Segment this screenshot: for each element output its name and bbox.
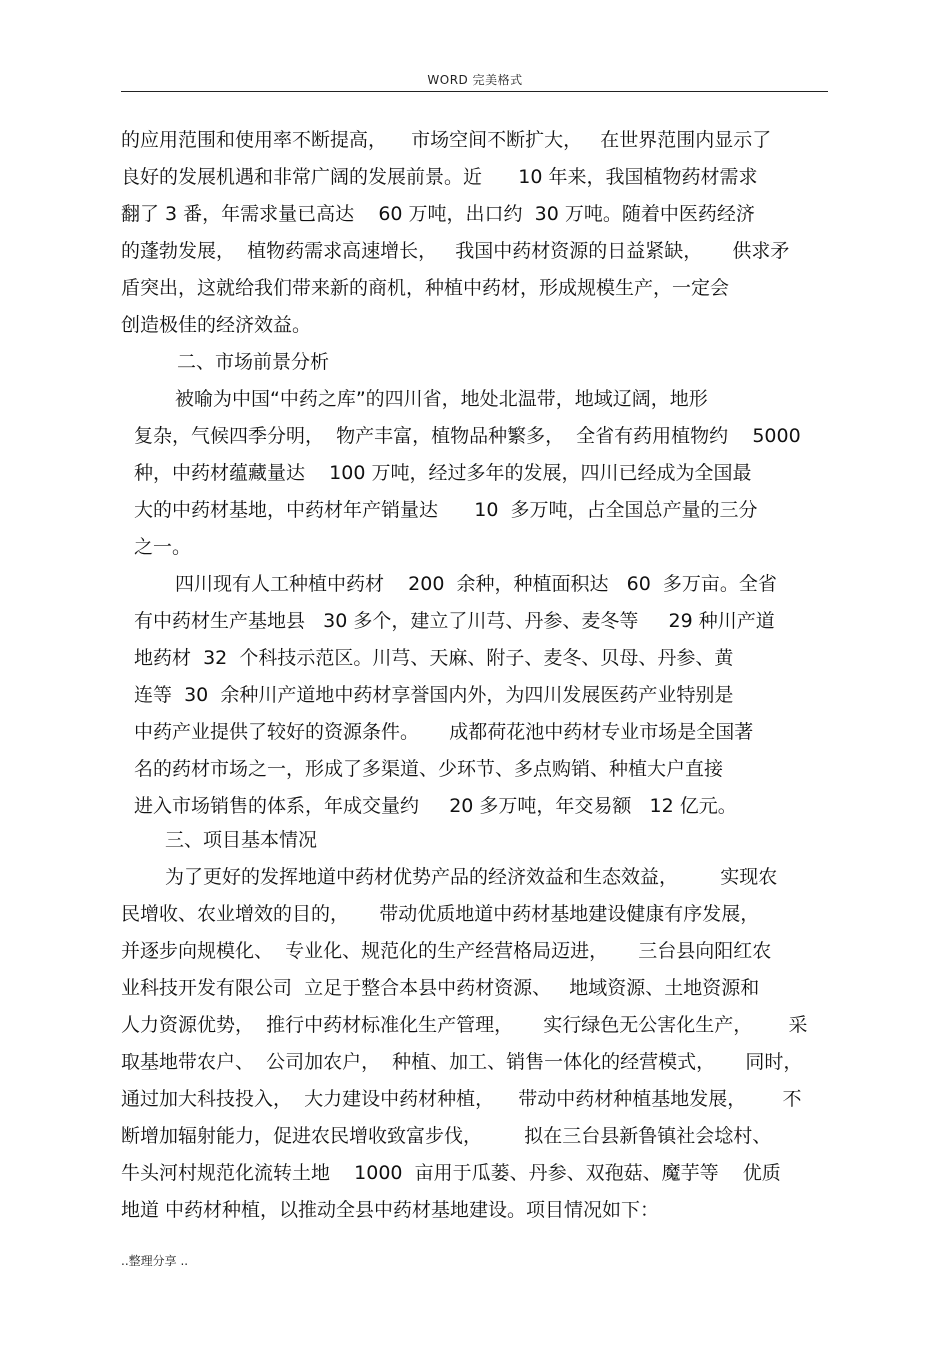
text-line: 为了更好的发挥地道中药材优势产品的经济效益和生态效益， 实现农 <box>165 866 778 888</box>
text-line: 中药产业提供了较好的资源条件。 成都荷花池中药材专业市场是全国著 <box>134 721 754 743</box>
text-line: 牛头河村规范化流转土地 1000 亩用于瓜蒌、丹参、双孢菇、魔芋等 优质 <box>121 1162 781 1184</box>
text-line: 取基地带农户、 公司加农户， 种植、加工、销售一体化的经营模式， 同时， <box>121 1051 803 1073</box>
text-line: 翻了 3 番，年需求量已高达 60 万吨，出口约 30 万吨。随着中医药经济 <box>121 203 755 225</box>
text-line: 地药材 32 个科技示范区。川芎、天麻、附子、麦冬、贝母、丹参、黄 <box>134 647 734 669</box>
text-line: 通过加大科技投入， 大力建设中药材种植， 带动中药材种植基地发展， 不 <box>121 1088 802 1110</box>
text-line: 复杂，气候四季分明， 物产丰富，植物品种繁多， 全省有药用植物约 5000 <box>134 425 801 447</box>
section-heading: 二、市场前景分析 <box>177 351 330 373</box>
text-line: 创造极佳的经济效益。 <box>121 314 312 336</box>
page-footer: ..整理分享 .. <box>121 1254 189 1268</box>
text-line: 盾突出，这就给我们带来新的商机，种植中药材，形成规模生产，一定会 <box>121 277 730 299</box>
text-line: 四川现有人工种植中药材 200 余种，种植面积达 60 多万亩。全省 <box>175 573 777 595</box>
text-line: 连等 30 余种川产道地中药材享誉国内外，为四川发展医药产业特别是 <box>134 684 734 706</box>
text-line: 之一。 <box>134 536 192 558</box>
text-line: 被喻为中国“中药之库”的四川省，地处北温带，地域辽阔，地形 <box>175 388 708 410</box>
text-line: 种，中药材蕴藏量达 100 万吨，经过多年的发展，四川已经成为全国最 <box>134 462 752 484</box>
text-line: 良好的发展机遇和非常广阔的发展前景。近 10 年来，我国植物药材需求 <box>121 166 758 188</box>
text-line: 业科技开发有限公司 立足于整合本县中药材资源、 地域资源、土地资源和 <box>121 977 760 999</box>
text-line: 地道 中药材种植，以推动全县中药材基地建设。项目情况如下： <box>121 1199 660 1221</box>
text-line: 断增加辐射能力，促进农民增收致富步伐， 拟在三台县新鲁镇社会埝村、 <box>121 1125 772 1147</box>
text-line: 并逐步向规模化、 专业化、规范化的生产经营格局迈进， 三台县向阳红农 <box>121 940 772 962</box>
text-line: 的应用范围和使用率不断提高， 市场空间不断扩大， 在世界范围内显示了 <box>121 129 772 151</box>
text-line: 进入市场销售的体系，年成交量约 20 多万吨，年交易额 12 亿元。 <box>134 795 737 817</box>
text-line: 大的中药材基地，中药材年产销量达 10 多万吨，占全国总产量的三分 <box>134 499 758 521</box>
text-line: 名的药材市场之一，形成了多渠道、少环节、多点购销、种植大户直接 <box>134 758 724 780</box>
header-divider <box>121 91 828 92</box>
page-header: WORD 完美格式 <box>427 73 523 87</box>
text-line: 的蓬勃发展， 植物药需求高速增长， 我国中药材资源的日益紧缺， 供求矛 <box>121 240 790 262</box>
text-line: 有中药材生产基地县 30 多个，建立了川芎、丹参、麦冬等 29 种川产道 <box>134 610 775 632</box>
text-line: 人力资源优势， 推行中药材标准化生产管理， 实行绿色无公害化生产， 采 <box>121 1014 808 1036</box>
section-heading: 三、项目基本情况 <box>165 829 318 851</box>
text-line: 民增收、农业增效的目的， 带动优质地道中药材基地建设健康有序发展， <box>121 903 760 925</box>
